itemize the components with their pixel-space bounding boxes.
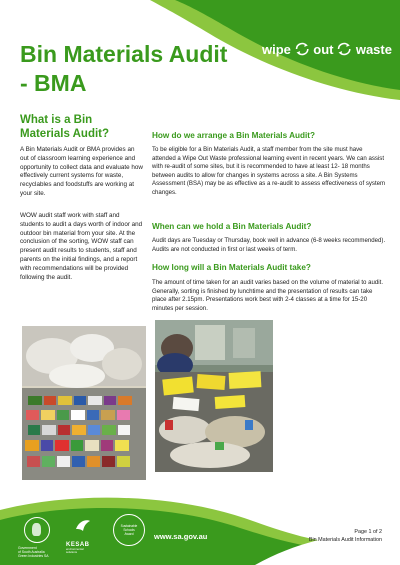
logo-waste: waste <box>355 41 392 57</box>
when-paragraph: Audit days are Tuesday or Thursday, book well in advance (6-8 weeks recommended). Audits are not conducted in first or last weeks of term. <box>152 237 386 253</box>
arrange-heading: How do we arrange a Bin Materials Audit? <box>152 131 316 140</box>
what-is-paragraph-1: A Bin Materials Audit or BMA provides an out of classroom learning experience and opportunity to collect data and evaluate how effectively current systems for waste, recyclables and foodstuffs are working at your site. <box>20 146 143 197</box>
what-is-heading: What is a Bin Materials Audit? <box>20 114 110 140</box>
kesab-name: KESAB <box>66 542 90 548</box>
students-sorting-photo <box>155 320 273 472</box>
how-long-heading: How long will a Bin Materials Audit take? <box>152 263 311 272</box>
website-link[interactable]: www.sa.gov.au <box>154 532 208 541</box>
piping-shrike-icon <box>24 517 50 543</box>
recycle-arrows-icon <box>293 38 311 60</box>
sustainable-schools-seal <box>113 514 145 546</box>
government-sa-logo <box>18 517 58 558</box>
page-title: Bin Materials Audit - BMA <box>20 41 228 96</box>
footer-wave <box>0 480 400 565</box>
government-text: Government of South Australia Green Industries SA <box>18 546 49 558</box>
kesab-bird-icon <box>74 517 92 535</box>
kesab-logo <box>66 517 106 554</box>
when-heading: When can we hold a Bin Materials Audit? <box>152 222 312 231</box>
how-long-paragraph: The amount of time taken for an audit varies based on the volume of material to audit. Generally, sorting is finished by lunchtime and the presentation of results can take place after 2.15pm. Presentations work best with 2-4 classes at a time for 15-20 minutes per session. <box>152 279 384 312</box>
wipe-out-waste-logo <box>262 34 392 64</box>
arrange-paragraph: To be eligible for a Bin Materials Audit, a staff member from the site must have attended a Wipe Out Waste professional learning event in recent years. We can assist with re-audit of some sites, but it is recommended to have at least 12- 18 months between audits to allow for changes in systems across a site. A Bin Systems Assessment (BSA) may be as effective as a re-audit to assess effectiveness of system changes. <box>152 146 386 196</box>
what-is-paragraph-2: WOW audit staff work with staff and students to audit a days worth of indoor and outdoor bin material from your site. At the conclusion of the sorting, WOW staff can present audit results to students, staff and parents on the initial findings, and a report with recommendations will be provided following the audit. <box>20 212 143 281</box>
logo-out: out <box>313 41 334 57</box>
seal-text: Sustainable Schools Award <box>120 524 138 536</box>
recycle-arrows-icon-2 <box>335 38 353 60</box>
page-info: Page 1 of 2 Bin Materials Audit Information <box>308 529 382 543</box>
logo-wipe: wipe <box>262 41 291 57</box>
sorted-waste-photo <box>22 326 146 480</box>
kesab-subtitle: environmental solutions <box>66 547 84 555</box>
